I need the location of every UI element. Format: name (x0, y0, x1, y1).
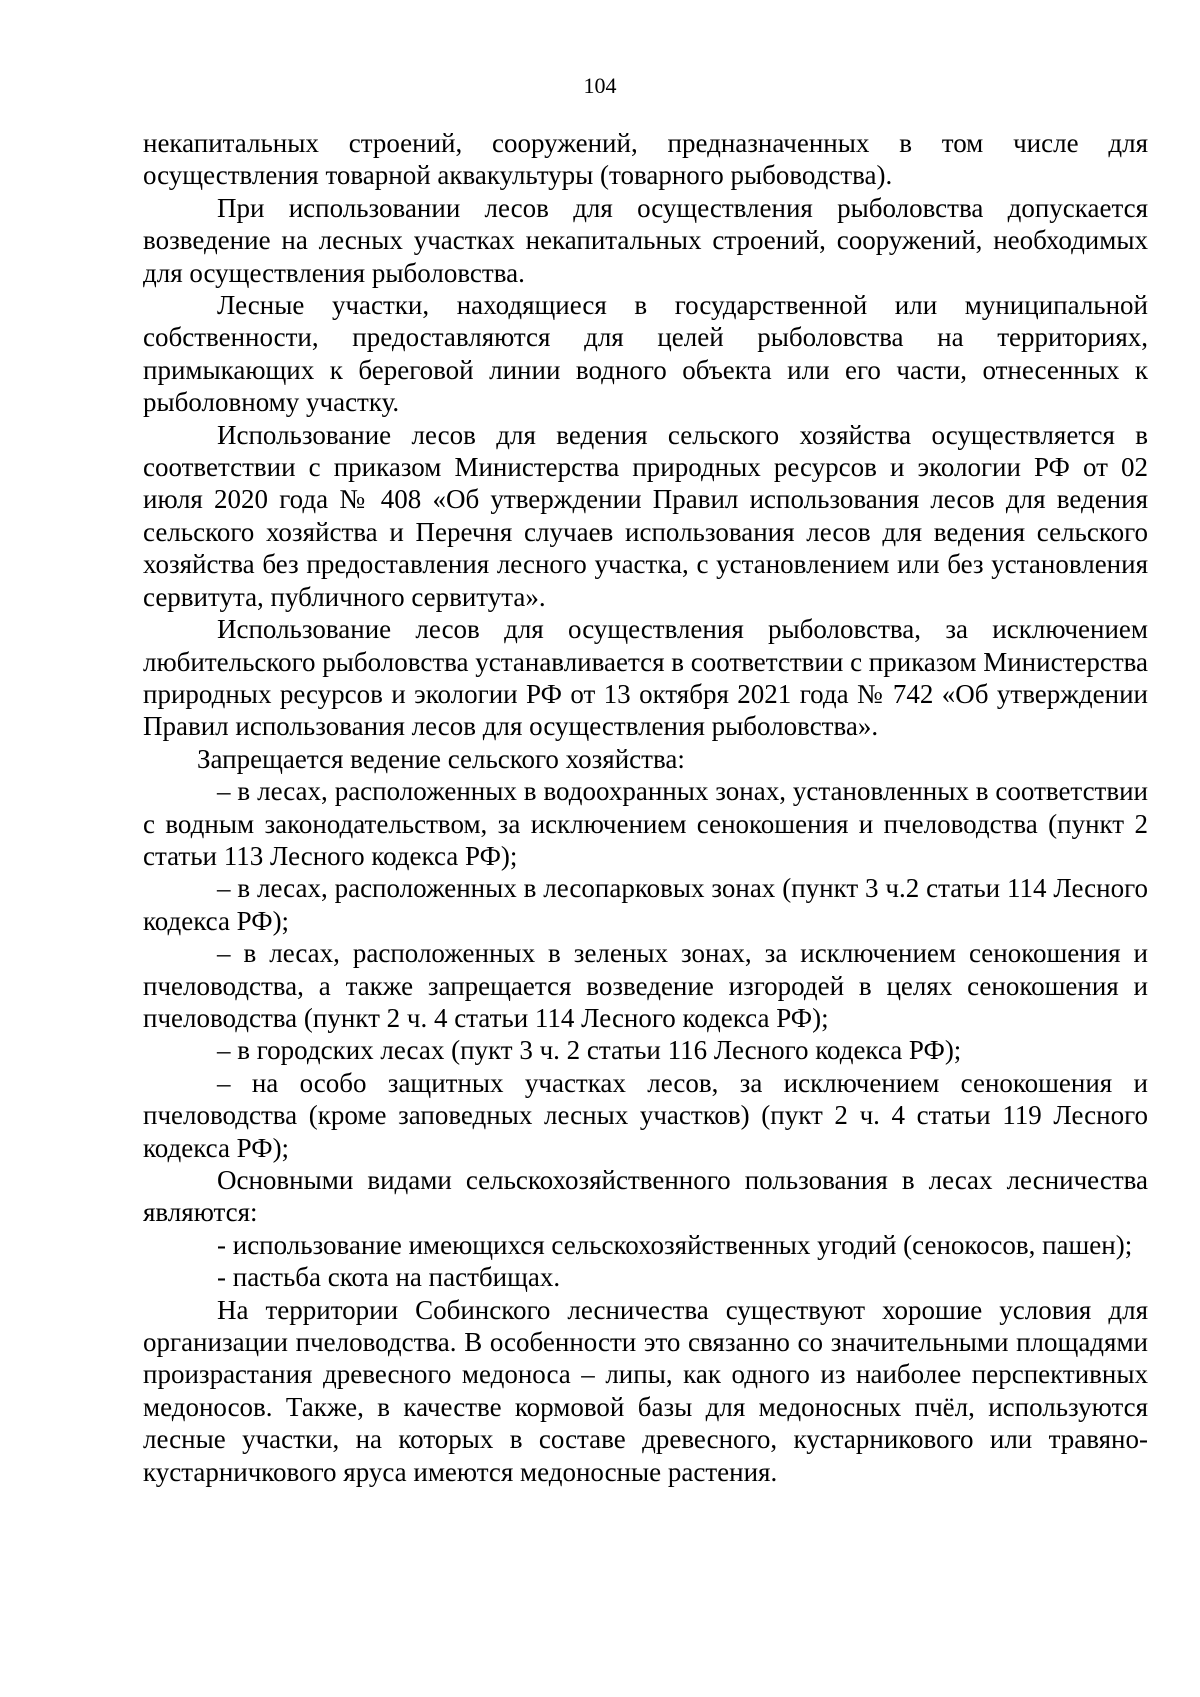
list-item: – на особо защитных участках лесов, за исключением сенокошения и пчеловодства (кроме заповедных лесных участков) (пукт 2 ч. 4 статьи 119 Лесного кодекса РФ); (143, 1067, 1148, 1163)
paragraph: Основными видами сельскохозяйственного пользования в лесах лесничества являются: (143, 1165, 1148, 1228)
list-item: - использование имеющихся сельскохозяйственных угодий (сенокосов, пашен); (217, 1229, 1133, 1260)
paragraph: Лесные участки, находящиеся в государственной или муниципальной собственности, предоставляются для целей рыболовства на территориях, примыкающих к береговой линии водного объекта или его части, отнесенных к рыболовному участку. (143, 290, 1148, 418)
list-item: – в лесах, расположенных в лесопарковых зонах (пункт 3 ч.2 статьи 114 Лесного кодекса РФ); (143, 873, 1148, 936)
page-number: 104 (583, 73, 617, 98)
list-item: – в городских лесах (пукт 3 ч. 2 статьи 116 Лесного кодекса РФ); (217, 1035, 962, 1066)
paragraph: некапитальных строений, сооружений, предназначенных в том числе для осуществления товарной аквакультуры (товарного рыбоводства). (143, 128, 1148, 191)
list-item: – в лесах, расположенных в водоохранных зонах, установленных в соответствии с водным законодательством, за исключением сенокошения и пчеловодства (пункт 2 статьи 113 Лесного кодекса РФ); (143, 776, 1148, 871)
document-body (143, 127, 1148, 1488)
paragraph: Запрещается ведение сельского хозяйства: (197, 743, 685, 774)
paragraph: На территории Собинского лесничества существуют хорошие условия для организации пчеловодства. В особенности это связанно со значительными площадями произрастания древесного медоноса – липы, как одного из наиболее перспективных медоносов. Также, в качестве кормовой базы для медоносных пчёл, используются лесные участки, на которых в составе древесного, кустарникового или травяно-кустарничкового яруса имеются медоносные растения. (143, 1294, 1148, 1487)
list-item: – в лесах, расположенных в зеленых зонах, за исключением сенокошения и пчеловодства, а также запрещается возведение изгородей в целях сенокошения и пчеловодства (пункт 2 ч. 4 статьи 114 Лесного кодекса РФ); (143, 938, 1148, 1033)
paragraph: При использовании лесов для осуществления рыболовства допускается возведение на лесных участках некапитальных строений, сооружений, необходимых для осуществления рыболовства. (143, 192, 1148, 288)
paragraph: Использование лесов для ведения сельского хозяйства осуществляется в соответствии с приказом Министерства природных ресурсов и экологии РФ от 02 июля 2020 года № 408 «Об утверждении Правил использования лесов для ведения сельского хозяйства и Перечня случаев использования лесов для ведения сельского хозяйства без предоставления лесного участка, с установлением или без установления сервитута, публичного сервитута». (143, 419, 1148, 612)
list-item: - пастьба скота на пастбищах. (217, 1262, 561, 1293)
paragraph: Использование лесов для осуществления рыболовства, за исключением любительского рыболовства устанавливается в соответствии с приказом Министерства природных ресурсов и экологии РФ от 13 октября 2021 года № 742 «Об утверждении Правил использования лесов для осуществления рыболовства». (143, 614, 1149, 742)
